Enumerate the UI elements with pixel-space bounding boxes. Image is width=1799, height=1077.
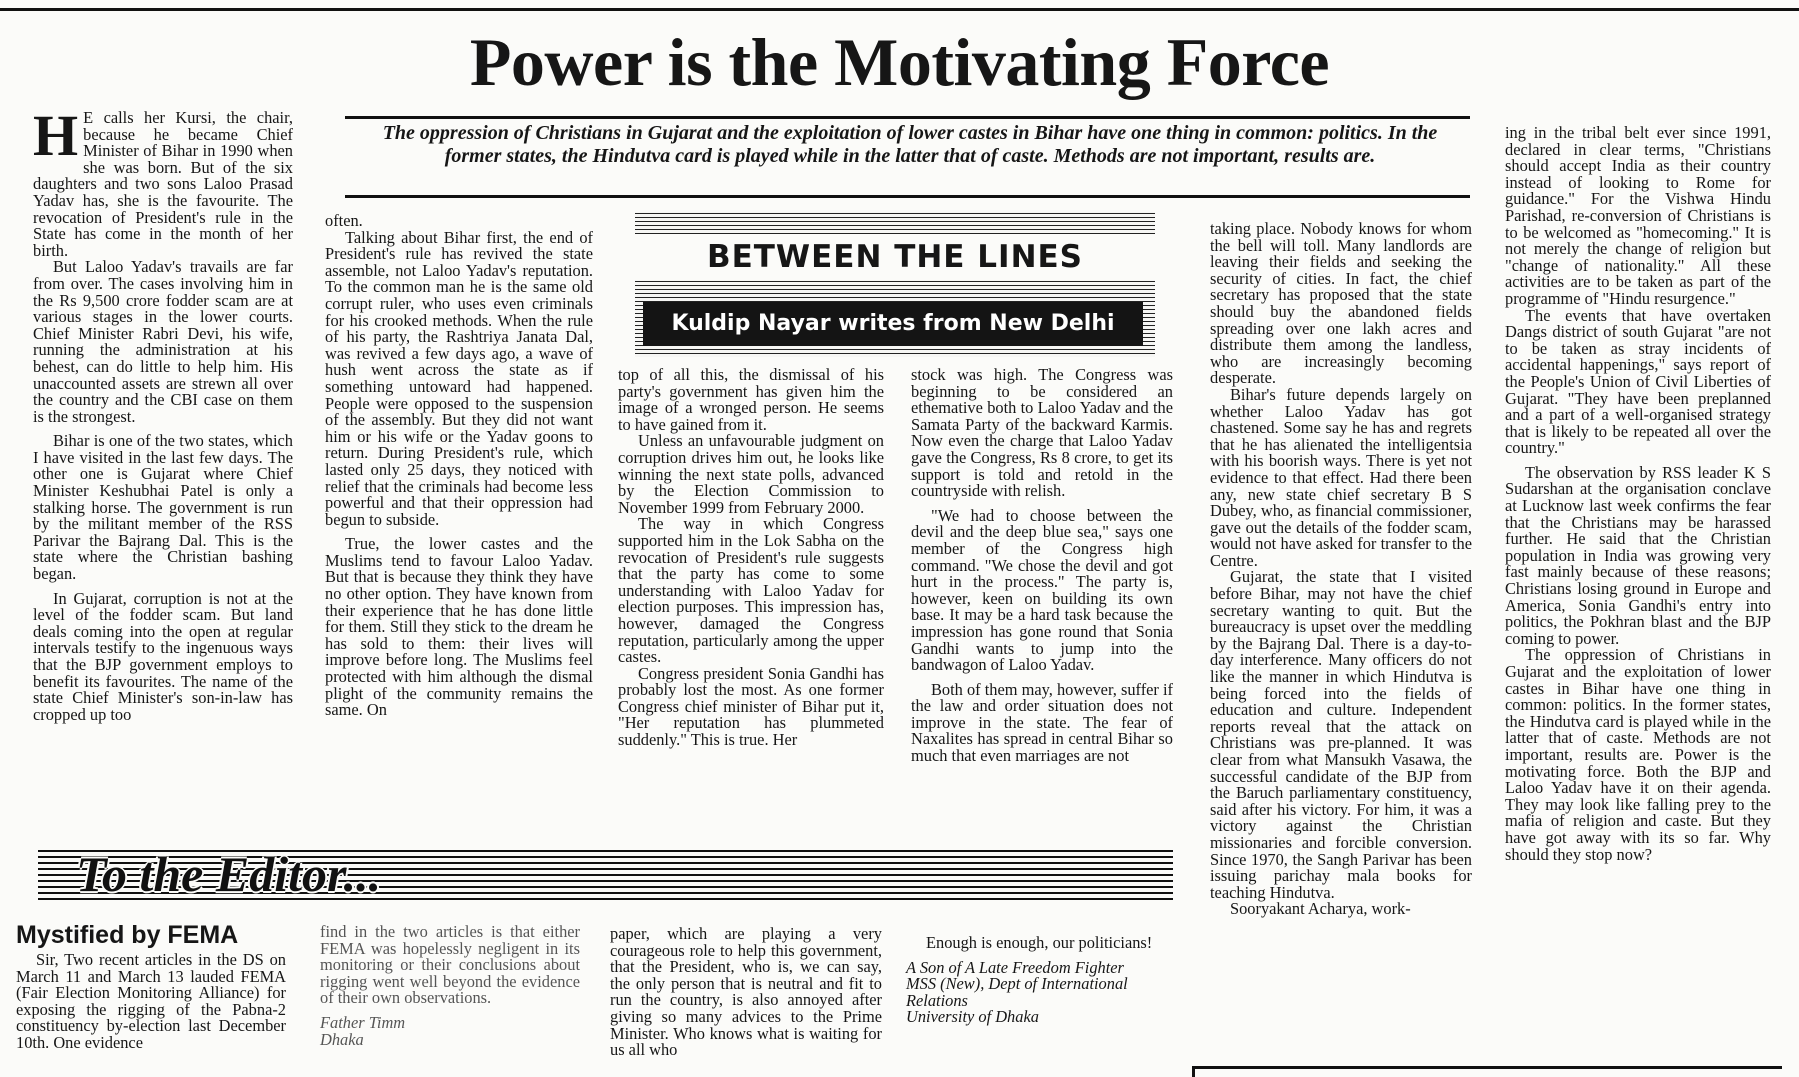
column-header-box <box>635 212 1155 357</box>
top-rule <box>0 8 1799 11</box>
paragraph: Sooryakant Acharya, work- <box>1230 899 1411 919</box>
article-column-1 <box>33 103 293 724</box>
deck-bottom-rule <box>345 195 1470 198</box>
paragraph: The events that have overtaken Dangs district of south Gujarat "are not to be taken as stray incidents of accidental happenings," says report of the People's Union of Civil Liberties of Gujarat. "They have been preplanned and a part of a well-organised strategy that is likely to be repeated all over the country." <box>1505 305 1771 458</box>
letter-column-1 <box>16 952 286 1052</box>
letter-column-2 <box>320 924 580 1048</box>
column-name: BETWEEN THE LINES <box>635 234 1155 280</box>
bottom-box-side <box>1192 1066 1195 1077</box>
paragraph: top of all this, the dismissal of his party's government has given him the image of a wronged person. He seems to have gained from it. <box>618 365 884 434</box>
article-column-3 <box>618 367 884 749</box>
letter-affiliation: University of Dhaka <box>906 1007 1039 1027</box>
paragraph: But Laloo Yadav's travails are far from over. The cases involving him in the Rs 9,500 crore fodder scam are at various stages in the lower courts. Chief Minister Rabri Devi, his wife, running the administration at his behest, can do little to help him. His unaccounted assets are strewn all over the country and the CBI case on them is the strongest. <box>33 257 293 426</box>
letter-location: Dhaka <box>320 1029 364 1049</box>
article-title: Power is the Motivating Force <box>469 24 1330 100</box>
paragraph: "We had to choose between the devil and the deep blue sea," says one member of the Congress high command. "We chose the devil and got hurt in the process." The party is, however, keen on building its own base. It may be a hard task because the impression has gone round that Sonia Gandhi wants to jump into the bandwagon of Laloo Yadav. <box>911 505 1173 675</box>
paragraph: Unless an unfavourable judgment on corruption drives him out, he looks like winning the next state polls, advanced by the Election Commission to November 1999 from February 2000. <box>618 431 884 517</box>
paragraph: Talking about Bihar first, the end of President's rule has revived the state assemble, not Laloo Yadav's reputation. To the common man he is the same old corrupt ruler, who uses even criminals for his crooked methods. When the rule of his party, the Rashtriya Janata Dal, was revived a few days ago, a wave of hush went across the state as if something untoward had happened. People were opposed to the suspension of the assembly. But they did not want him or his wife or the Yadav goons to return. During President's rule, which lasted only 25 days, they noticed with relief that the criminals had become less powerful and that their oppression had begun to subside. <box>325 227 593 529</box>
letter-column-4 <box>906 935 1174 1026</box>
paragraph: Bihar is one of the two states, which I have visited in the last few days. The other one is Gujarat where Chief Minister Keshubhai Patel is only a stalking horse. The government is run by the militant member of the RSS Parivar the Bajrang Dal. This is the state where the Christian bashing began. <box>33 431 293 584</box>
letter-column-3 <box>610 926 882 1059</box>
deck-top-rule <box>345 116 1470 119</box>
paragraph: Gujarat, the state that I visited before Bihar, may not have the chief secretary wanting to quit. But the bureaucracy is upset over the meddling by the Bajrang Dal. There is a day-to-day interference. Many officers do not like the manner in which Hindutva is being forced into the fields of education and culture. Independent reports reveal that the attack on Christians was pre-planned. It was clear from what Mansukh Vasawa, the successful candidate of the BJP from the Baruch parliamentary constituency, said after his victory. For him, it was a victory against the Christian missionaries and forcible conversion. Since 1970, the Sangh Parivar has been issuing parichay mala books for teaching Hindutva. <box>1210 567 1472 902</box>
paragraph: taking place. Nobody knows for whom the bell will toll. Many landlords are leaving their fields and seeking the security of cities. In fact, the chief secretary has proposed that the state should buy the abandoned fields spreading over one lakh acres and distribute them among the landless, who are increasingly becoming desperate. <box>1210 219 1472 388</box>
letter-title: Mystified by FEMA <box>16 921 239 949</box>
letter-affiliation: MSS (New), Dept of International Relations <box>906 974 1128 1010</box>
paragraph: True, the lower castes and the Muslims tend to favour Laloo Yadav. But that is because they think they have no other option. They have known from their experience that he has done little for them. Still they stick to the dream he has sold to them: their lives will improve before long. The Muslims feel protected with him although the dismal plight of the community remains the same. On <box>325 534 593 720</box>
paragraph: Sir, Two recent articles in the DS on March 11 and March 13 lauded FEMA (Fair Election Monitoring Alliance) for exposing the rigging of the Pabna-2 constituency by-election last December 10th. One evidence <box>16 950 286 1052</box>
bottom-box-rule <box>1192 1066 1782 1069</box>
paragraph: often. <box>325 211 363 230</box>
article-column-6 <box>1505 125 1771 863</box>
paragraph: E calls her Kursi, the chair, because he became Chief Minister of Bihar in 1990 when she was born. But of the six daughters and two sons Laloo Prasad Yadav has, she is the favourite. The revocation of President's rule in the State has come in the month of her birth. <box>33 108 293 260</box>
dropcap-letter: H <box>33 103 79 168</box>
letters-section-title: To the Editor... <box>76 846 382 902</box>
article-deck: The oppression of Christians in Gujarat and the exploitation of lower castes in Bihar have one thing in common: politics. In the former states, the Hindutva card is played while in the latter that of caste. Methods are not important, results are. <box>382 122 1438 167</box>
paragraph: paper, which are playing a very courageous role to help this government, that the President, who is, we can say, the only person that is neutral and fit to run the country, is also annoyed after giving so many advices to the Prime Minister. Who knows what is waiting for us all who <box>610 924 882 1060</box>
paragraph: In Gujarat, corruption is not at the level of the fodder scam. But land deals coming into the open at regular intervals testify to the ingenuous ways that the BJP government employs to benefit its favourites. The name of the state Chief Minister's son-in-law has cropped up too <box>33 588 293 724</box>
paragraph: Enough is enough, our politicians! <box>926 933 1153 952</box>
letter-signature: A Son of A Late Freedom Fighter <box>906 957 1124 977</box>
paragraph: ing in the tribal belt ever since 1991, declared in clear terms, "Christians should accept India as their country instead of looking to Rome for guidance." For the Vishwa Hindu Parishad, re-conversion of Christians is to be welcomed as "homecoming." It is not merely the change of religion but "change of nationality." All these activities are to be taken as part of the programme of "Hindu resurgence." <box>1505 123 1771 308</box>
byline: Kuldip Nayar writes from New Delhi <box>643 302 1143 346</box>
article-column-2 <box>325 213 593 719</box>
letter-signature: Father Timm <box>320 1012 406 1032</box>
article-column-5 <box>1210 221 1472 918</box>
paragraph: The way in which Congress supported him in the Lok Sabha on the revocation of President's rule suggests that the party has come to some understanding with Laloo Yadav for election purposes. This impression has, however, damaged the Congress reputation, particularly among the upper castes. <box>618 514 884 667</box>
article-column-4 <box>911 367 1173 765</box>
paragraph: The oppression of Christians in Gujarat and the exploitation of lower castes in Bihar have one thing in common: politics. In the former states, the Hindutva card is played while in the latter that of caste. Methods are not important, results are. Power is the motivating force. Both the BJP and Laloo Yadav have it on their agenda. They may look like falling prey to the mafia of religion and caste. But they have got away with its so far. Why should they stop now? <box>1505 645 1771 864</box>
paragraph: Both of them may, however, suffer if the law and order situation does not improve in the state. The fear of Naxalites has spread in central Bihar so much that even marriages are not <box>911 679 1173 766</box>
paragraph: stock was high. The Congress was beginning to be considered an ethemative both to Laloo Yadav and the Samata Party of the backward Karmis. Now even the charge that Laloo Yadav gave the Congress, Rs 8 crore, to get its support is told and retold in the countryside with relish. <box>911 365 1173 501</box>
paragraph: Congress president Sonia Gandhi has probably lost the most. As one former Congress chief minister of Bihar put it, "Her reputation has plummeted suddenly." This is true. Her <box>618 663 884 750</box>
paragraph: Bihar's future depends largely on whether Laloo Yadav has got chastened. Some say he has and regrets that he has alienated the intelligentsia with his boorish ways. There is yet not evidence to that effect. Had there been any, new state chief secretary B S Dubey, who, as financial commissioner, gave out the details of the fodder scam, would not have asked for transfer to the Centre. <box>1210 384 1472 570</box>
paragraph: find in the two articles is that either FEMA was hopelessly negligent in its monitoring or their conclusions about rigging went well beyond the evidence of their own observations. <box>320 922 580 1008</box>
paragraph: The observation by RSS leader K S Sudarshan at the organisation conclave at Lucknow last week confirms the fear that the Christians may be harassed further. He said that the Christian population in India was growing very fast mainly because of these reasons; Christians losing ground in Europe and America, Sonia Gandhi's entry into politics, the Pokhran blast and the BJP coming to power. <box>1505 462 1771 648</box>
